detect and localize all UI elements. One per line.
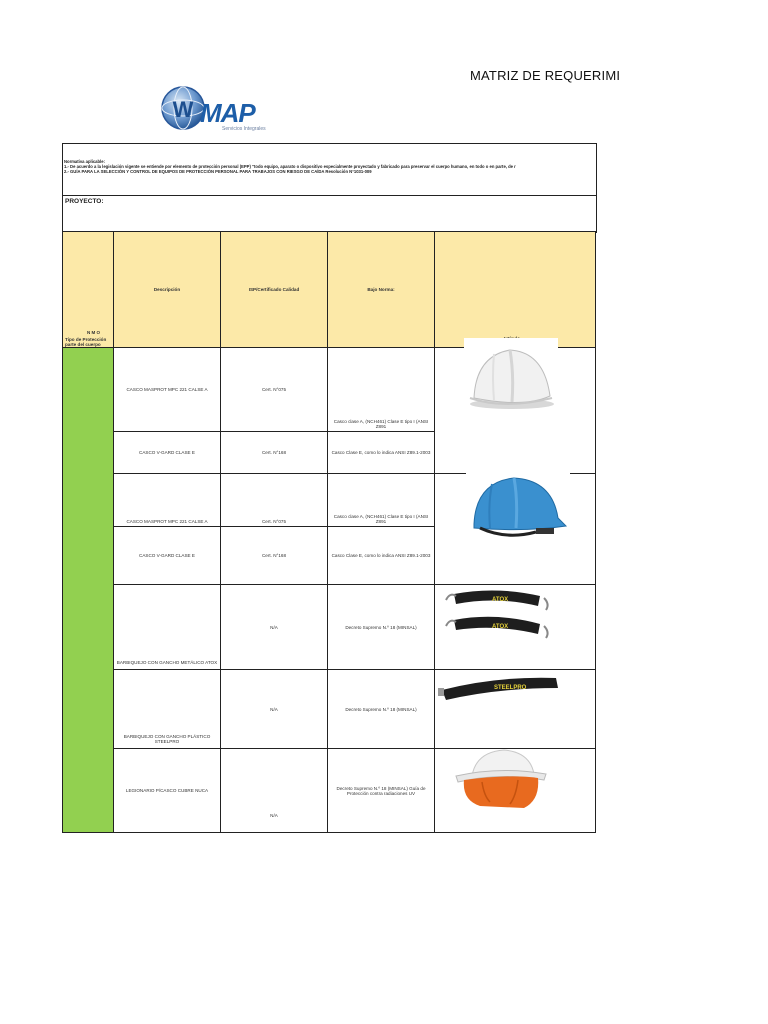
row-2-descripcion: CASCO V-GARD CLASE E xyxy=(114,432,221,474)
row-1-descripcion: CASCO MASPROT MPC 221 CALSE A xyxy=(114,348,221,432)
category-cell-cabeza xyxy=(63,348,114,833)
row-4-isp: Cert. N°168 xyxy=(221,527,328,585)
company-logo xyxy=(160,80,280,140)
row-3-isp: Cert. N°075 xyxy=(221,474,328,527)
white-helmet-image xyxy=(464,338,558,414)
header-tipo-line2: parte del cuerpo xyxy=(65,342,101,347)
header-row xyxy=(63,232,596,348)
normativa-heading: Normativa aplicable: xyxy=(64,159,105,164)
blue-helmet-image xyxy=(466,470,570,546)
row-1-norma: Casco clase A, (NCH461) Clase E tipo I (ANSI Z891 xyxy=(328,348,435,432)
row-6-isp: N/A xyxy=(221,670,328,749)
lanyard-brand: STEELPRO xyxy=(494,685,527,691)
header-isp: ISP/Certificado Calidad xyxy=(221,232,328,348)
row-7-norma: Decreto Supremo N.º 18 (MINSAL) Guía de Protección contra radiaciones UV xyxy=(328,749,435,833)
normativa-section xyxy=(62,143,597,197)
row-2-norma: Casco Clase E, como lo indica ANSI Z89.1-2003 xyxy=(328,432,435,474)
logo-brand-text: MAP xyxy=(200,98,255,128)
row-4-descripcion: CASCO V-GARD CLASE E xyxy=(114,527,221,585)
chin-strap-brand-2: ATOX xyxy=(492,624,509,630)
row-6-descripcion: BARBIQUEJO CON GANCHO PLÁSTICO STEELPRO xyxy=(114,670,221,749)
normativa-line-1: 1.- De acuerdo a la legislación vigente se entiende por elemento de protección personal (EPP) "todo equipo, aparato o dispositivo especialmente proyectado y fabricado para preservar el cuerpo humano, en todo o en parte, de r xyxy=(64,164,516,169)
neck-cover-helmet-image xyxy=(450,746,550,812)
svg-text:W: W xyxy=(172,97,194,122)
row-2-isp: Cert. N°168 xyxy=(221,432,328,474)
header-tipo-line1: Tipo de Protección xyxy=(65,337,107,342)
row-5-isp: N/A xyxy=(221,585,328,670)
row-5-descripcion: BARBIQUEJO CON GANCHO METÁLICO ATOX xyxy=(114,585,221,670)
header-norma: Bajo Norma: xyxy=(328,232,435,348)
normativa-line-2: 2.- GUÍA PARA LA SELECCIÓN Y CONTROL DE EQUIPOS DE PROTECCIÓN PERSONAL PARA TRABAJOS CON RIESGO DE CAÍDA Resolución N°1031-009 xyxy=(64,169,372,174)
row-3-norma: Casco clase A, (NCH461) Clase E tipo I (ANSI Z891 xyxy=(328,474,435,527)
row-1-isp: Cert. N°075 xyxy=(221,348,328,432)
proyecto-label: PROYECTO: xyxy=(65,198,104,205)
logo-tagline: Servicios Integrales xyxy=(222,126,266,132)
chin-strap-brand-1: ATOX xyxy=(492,597,509,603)
row-6-norma: Decreto Supremo N.º 18 (MINSAL) xyxy=(328,670,435,749)
header-tipo xyxy=(63,232,114,348)
row-5-norma: Decreto Supremo N.º 18 (MINSAL) xyxy=(328,585,435,670)
row-3-descripcion: CASCO MASPROT MPC 221 CALSE A xyxy=(114,474,221,527)
row-7-descripcion: LEGIONARIO P/CASCO CUBRE NUCA xyxy=(114,749,221,833)
chin-strap-image xyxy=(440,584,552,648)
row-7-isp: N/A xyxy=(221,749,328,833)
lanyard-strap-image xyxy=(436,668,562,710)
proyecto-section xyxy=(62,195,597,233)
tipo-symbols: N M O xyxy=(87,330,100,335)
header-articulo xyxy=(435,232,596,348)
header-descripcion: Descripción xyxy=(114,232,221,348)
matrix-title: MATRIZ DE REQUERIMI xyxy=(470,68,621,83)
row-4-norma: Casco Clase E, como lo indica ANSI Z89.1-2003 xyxy=(328,527,435,585)
